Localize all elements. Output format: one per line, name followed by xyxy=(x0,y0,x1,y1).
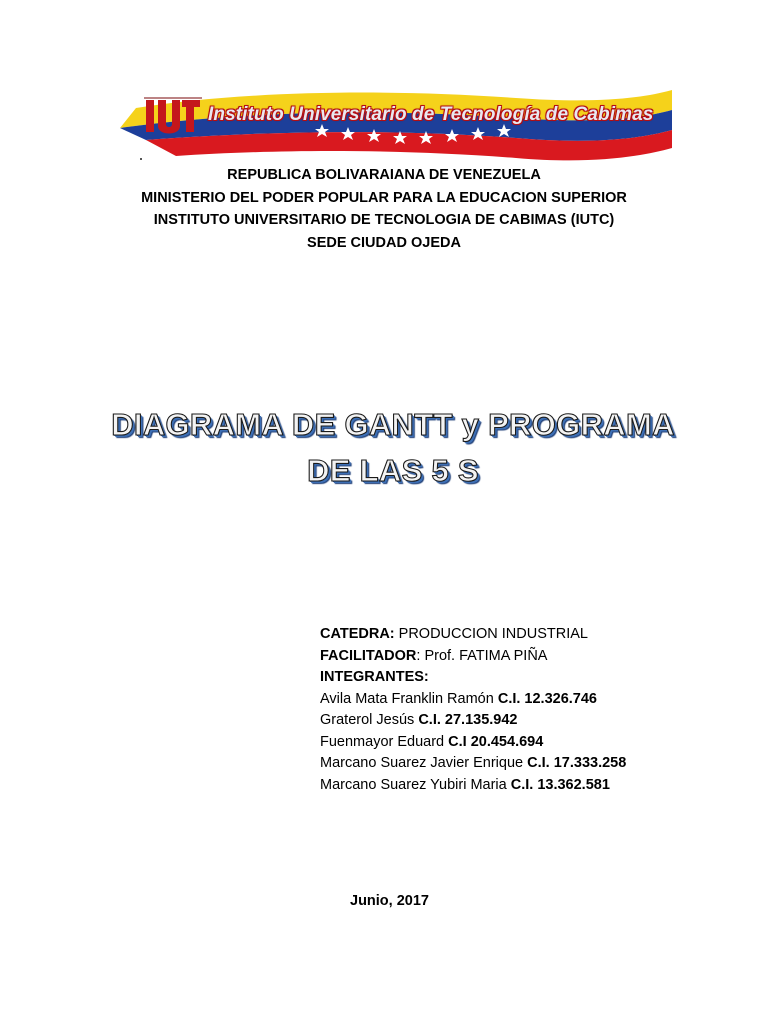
header-line-campus: SEDE CIUDAD OJEDA xyxy=(307,234,461,251)
iutc-logo-icon xyxy=(142,98,202,134)
member-id: C.I. 27.135.942 xyxy=(418,712,518,728)
facilitador-value: : Prof. FATIMA PIÑA xyxy=(416,647,548,664)
member-line xyxy=(320,689,740,711)
institution-name-banner-text: Instituto Universitario de Tecnología de Cabimas xyxy=(208,104,654,125)
title-line-1: DIAGRAMA DE GANTT y PROGRAMA xyxy=(111,407,675,442)
header-line-republic: REPUBLICA BOLIVARAIANA DE VENEZUELA xyxy=(227,167,541,183)
catedra-line xyxy=(320,624,740,646)
facilitador-label: FACILITADOR xyxy=(320,647,417,664)
member-id: C.I. 17.333.258 xyxy=(527,755,627,771)
header-line-ministry: MINISTERIO DEL PODER POPULAR PARA LA EDUCACION SUPERIOR xyxy=(141,189,627,206)
member-name: Marcano Suarez Javier Enrique xyxy=(320,755,528,771)
catedra-value: PRODUCCION INDUSTRIAL xyxy=(394,626,588,642)
member-line xyxy=(320,775,740,797)
member-line xyxy=(320,732,740,754)
member-id: C.I 20.454.694 xyxy=(448,733,544,750)
member-id: C.I. 12.326.746 xyxy=(497,690,598,707)
document-title xyxy=(0,402,768,494)
member-name: Graterol Jesús xyxy=(320,712,419,728)
document-date: Junio, 2017 xyxy=(350,893,429,909)
stray-dot xyxy=(140,158,142,160)
member-id: C.I. 13.362.581 xyxy=(510,776,610,793)
title-line-2: DE LAS 5 S xyxy=(307,453,479,488)
flag-banner-graphic xyxy=(116,86,672,166)
facilitador-line xyxy=(320,646,740,668)
catedra-label: CATEDRA: xyxy=(320,626,395,642)
member-name: Avila Mata Franklin Ramón xyxy=(320,690,498,707)
member-line xyxy=(320,753,740,775)
member-name: Marcano Suarez Yubiri Maria xyxy=(320,776,511,793)
integrantes-line xyxy=(320,667,740,689)
course-info-block xyxy=(320,624,740,796)
member-name: Fuenmayor Eduard xyxy=(320,733,449,750)
member-line xyxy=(320,710,740,732)
header-block xyxy=(0,164,768,254)
institution-banner xyxy=(116,86,672,166)
header-line-institute: INSTITUTO UNIVERSITARIO DE TECNOLOGIA DE CABIMAS (IUTC) xyxy=(153,212,615,228)
integrantes-label: INTEGRANTES: xyxy=(320,669,429,685)
